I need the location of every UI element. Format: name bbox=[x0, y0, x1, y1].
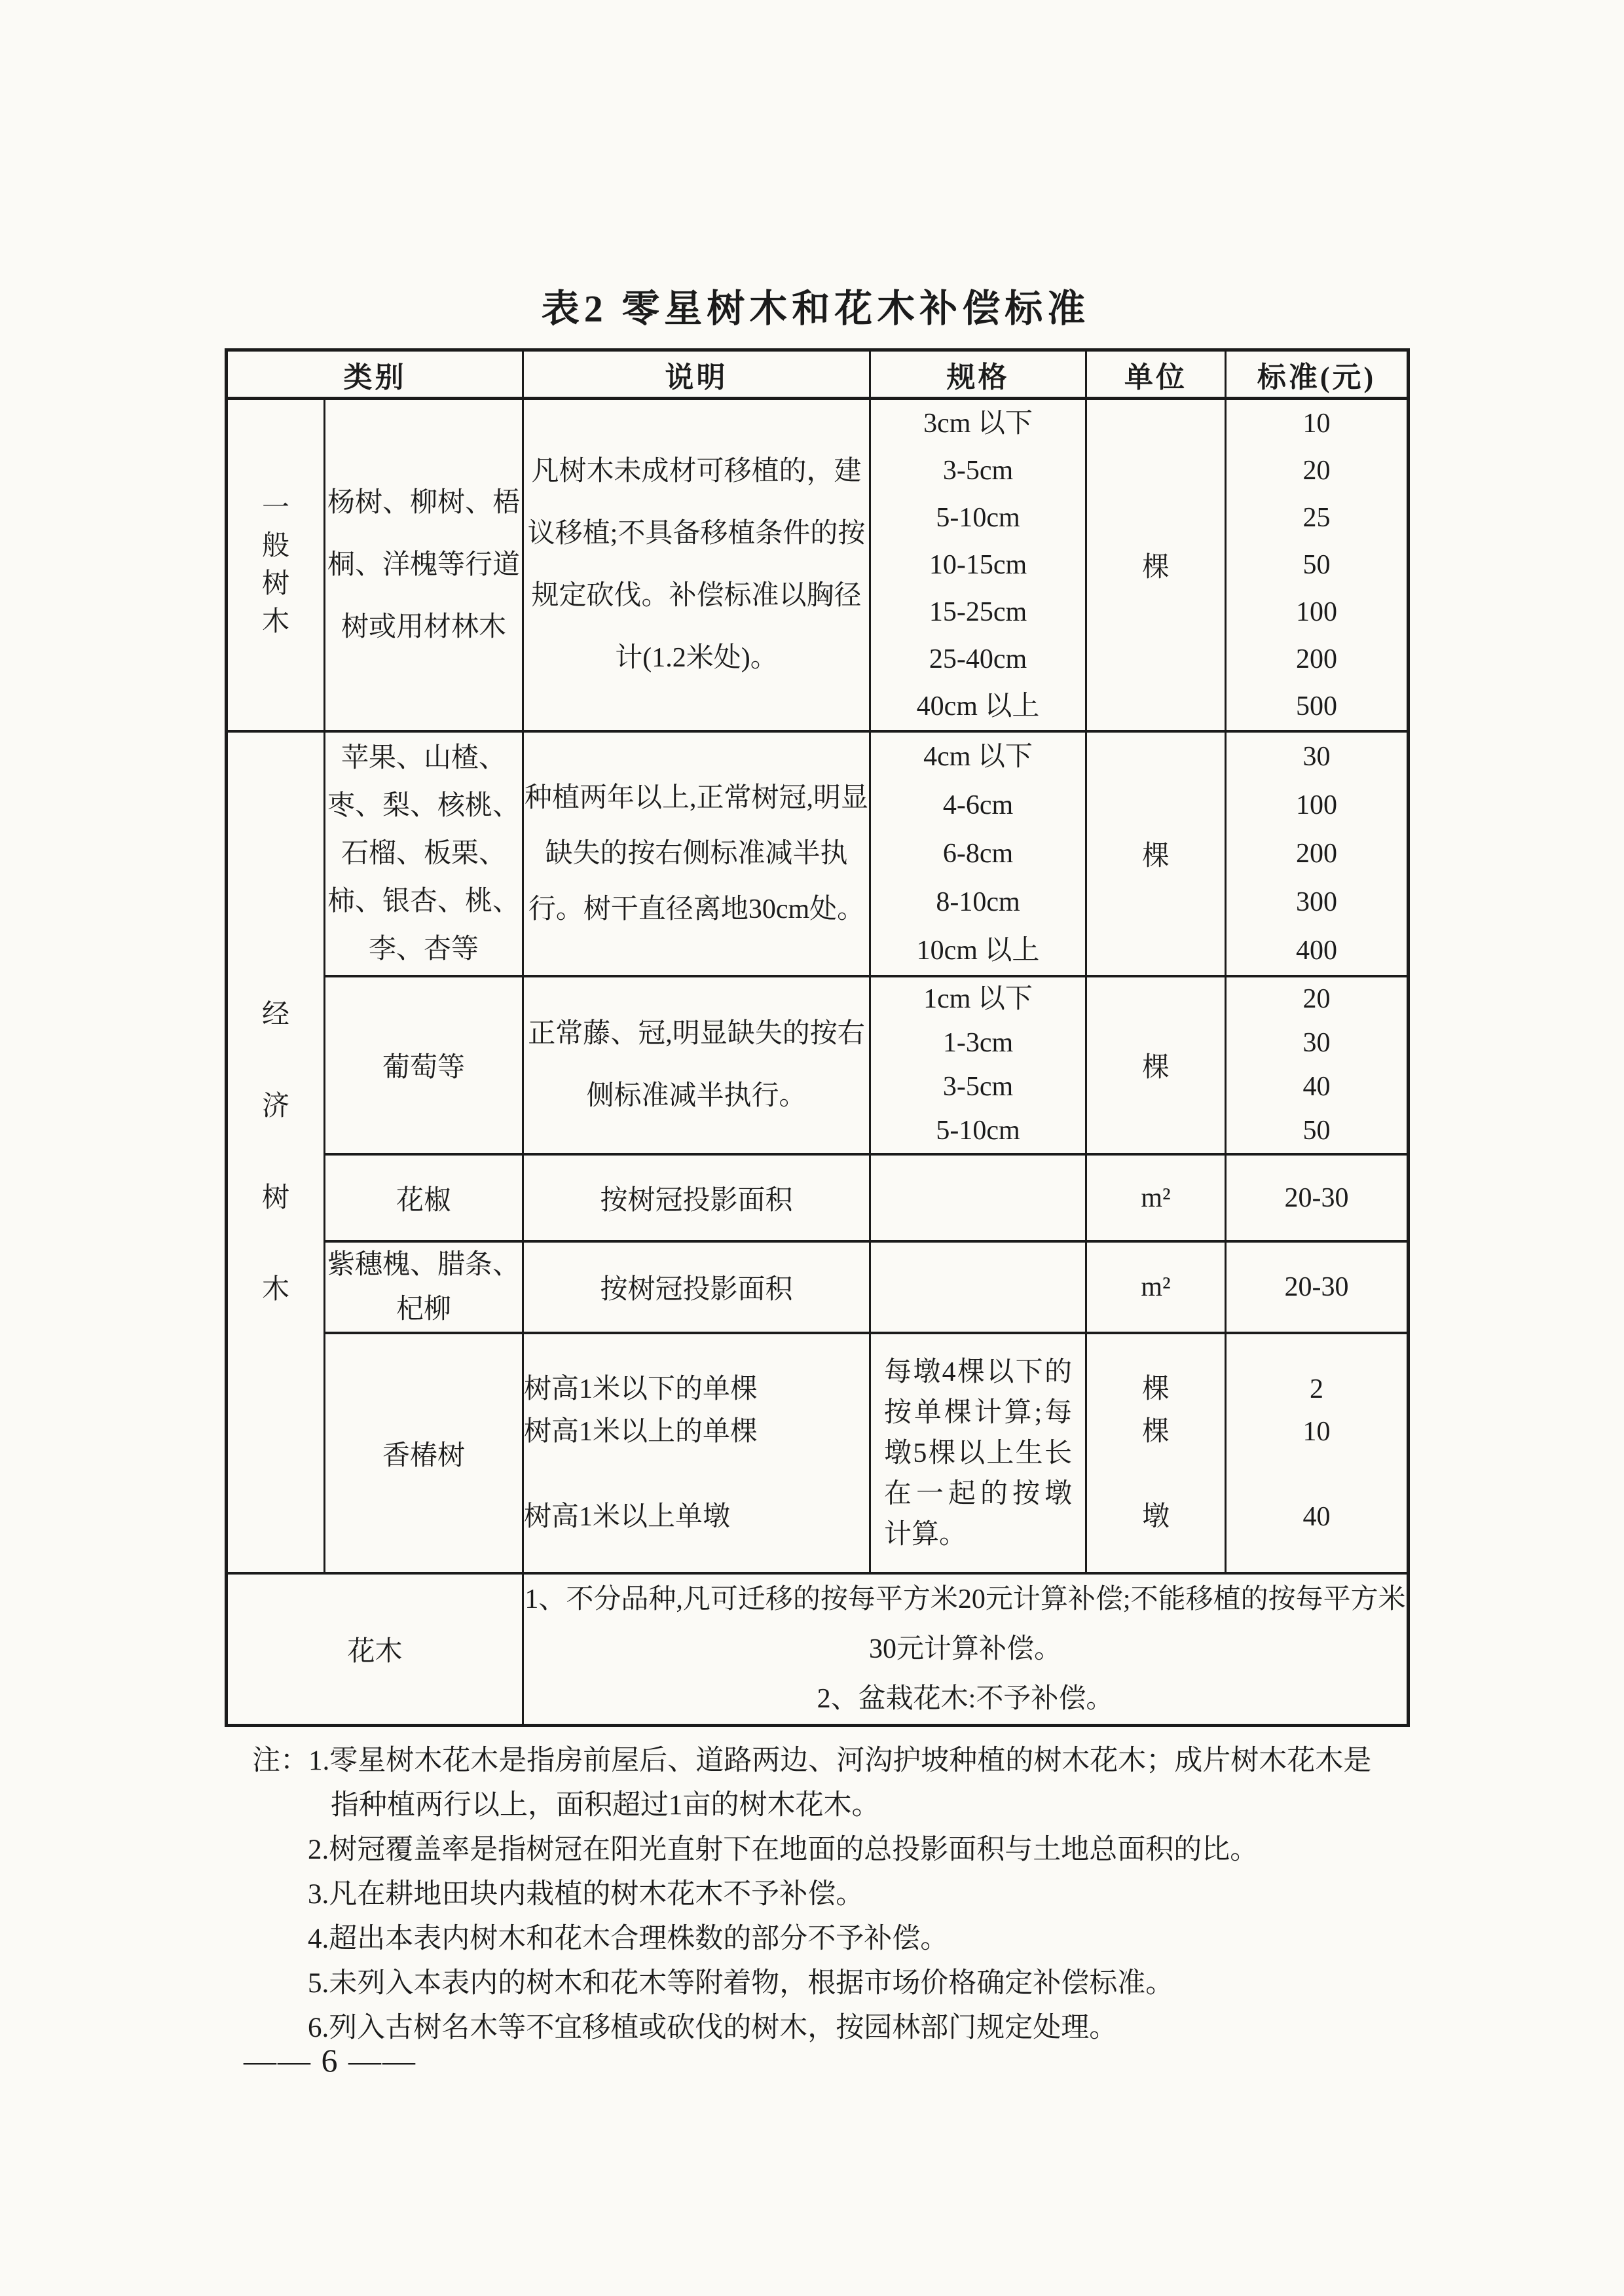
document-title: 表2 零星树木和花木补偿标准 bbox=[541, 287, 1090, 330]
unit-general-trees: 棵 bbox=[1086, 399, 1226, 732]
notes-section bbox=[252, 1739, 1392, 2050]
spec-line: 3cm 以下 bbox=[923, 409, 1033, 439]
standards-fruit-trees bbox=[1226, 731, 1409, 976]
spec-line: 10-15cm bbox=[929, 550, 1027, 580]
unit-shrub-willow: m² bbox=[1086, 1241, 1226, 1333]
page-number: —— 6 —— bbox=[244, 2042, 416, 2079]
row-grapes bbox=[227, 976, 1409, 1154]
standard-value: 50 bbox=[1302, 1116, 1331, 1146]
standard-value: 2 bbox=[1310, 1374, 1323, 1404]
unit-value: 墩 bbox=[1141, 1501, 1170, 1532]
flowers-rule-1: 1、不分品种,凡可迁移的按每平方米20元计算补偿;不能移植的按每平方米30元计算补偿。 bbox=[525, 1584, 1406, 1664]
description-flowers bbox=[523, 1573, 1409, 1726]
note-item-5: 5.未列入本表内的树木和花木等附着物，根据市场价格确定补偿标准。 bbox=[308, 1968, 1174, 1999]
note-item-2: 2.树冠覆盖率是指树冠在阳光直射下在地面的总投影面积与土地总面积的比。 bbox=[308, 1834, 1259, 1865]
units-toona-tree bbox=[1086, 1333, 1226, 1573]
note-item-6: 6.列入古树名木等不宜移植或砍伐的树木，按园林部门规定处理。 bbox=[308, 2013, 1118, 2043]
note-item-3: 3.凡在耕地田块内栽植的树木花木不予补偿。 bbox=[308, 1879, 864, 1910]
specs-general-trees bbox=[870, 399, 1086, 732]
header-description: 说明 bbox=[523, 350, 870, 399]
spec-line: 15-25cm bbox=[929, 597, 1027, 627]
category-flowers: 花木 bbox=[227, 1573, 523, 1726]
spec-sichuan-pepper bbox=[870, 1154, 1086, 1241]
standard-value: 40 bbox=[1302, 1072, 1331, 1102]
standard-value: 400 bbox=[1296, 936, 1337, 966]
standard-value: 20 bbox=[1302, 456, 1331, 486]
header-standard: 标准(元) bbox=[1226, 350, 1409, 399]
compensation-table bbox=[225, 348, 1410, 1727]
description-line: 树高1米以下的单棵 bbox=[524, 1374, 758, 1404]
description-sichuan-pepper: 按树冠投影面积 bbox=[523, 1154, 870, 1241]
description-grapes: 正常藤、冠,明显缺失的按右侧标准减半执行。 bbox=[523, 976, 870, 1154]
subcategory-toona-tree: 香椿树 bbox=[325, 1333, 523, 1573]
spec-line: 1-3cm bbox=[942, 1028, 1014, 1058]
row-general-trees bbox=[227, 399, 1409, 732]
standard-shrub-willow: 20-30 bbox=[1226, 1241, 1409, 1333]
standard-value: 25 bbox=[1302, 503, 1331, 533]
category-general-trees-label: 一般树木 bbox=[261, 493, 289, 637]
row-sichuan-pepper bbox=[227, 1154, 1409, 1241]
description-general-trees: 凡树木未成材可移植的，建议移植;不具备移植条件的按规定砍伐。补偿标准以胸径计(1.2米处)。 bbox=[523, 399, 870, 732]
unit-grapes: 棵 bbox=[1086, 976, 1226, 1154]
header-spec: 规格 bbox=[870, 350, 1086, 399]
spec-line: 3-5cm bbox=[942, 456, 1014, 486]
standard-value: 40 bbox=[1302, 1501, 1331, 1532]
spec-line: 6-8cm bbox=[942, 839, 1014, 869]
standard-value: 20 bbox=[1302, 984, 1331, 1014]
header-category: 类别 bbox=[227, 350, 523, 399]
description-toona-tree bbox=[523, 1333, 870, 1573]
subcategory-fruit-trees: 苹果、山楂、枣、梨、核桃、石榴、板栗、柿、银杏、桃、李、杏等 bbox=[325, 731, 523, 976]
standard-value: 30 bbox=[1302, 742, 1331, 772]
spec-line: 5-10cm bbox=[936, 503, 1020, 533]
standard-sichuan-pepper: 20-30 bbox=[1226, 1154, 1409, 1241]
row-toona-tree bbox=[227, 1333, 1409, 1573]
header-unit: 单位 bbox=[1086, 350, 1226, 399]
unit-value: 棵 bbox=[1141, 1374, 1170, 1404]
category-economic-trees bbox=[227, 731, 325, 1573]
description-shrub-willow: 按树冠投影面积 bbox=[523, 1241, 870, 1333]
unit-sichuan-pepper: m² bbox=[1086, 1154, 1226, 1241]
flowers-rule-2: 2、盆栽花木:不予补偿。 bbox=[817, 1684, 1114, 1714]
standards-grapes bbox=[1226, 976, 1409, 1154]
row-fruit-trees bbox=[227, 731, 1409, 976]
standard-value: 50 bbox=[1302, 550, 1331, 580]
standard-value: 10 bbox=[1302, 1416, 1331, 1447]
spec-line: 10cm 以上 bbox=[916, 936, 1040, 966]
standard-value: 10 bbox=[1302, 409, 1331, 439]
note-item-1: 注：1.零星树木花木是指房前屋后、道路两边、河沟护坡种植的树木花木；成片树木花木是指种植两行以上，面积超过1亩的树木花木。 bbox=[252, 1745, 1372, 1821]
specs-fruit-trees bbox=[870, 731, 1086, 976]
unit-fruit-trees: 棵 bbox=[1086, 731, 1226, 976]
spec-line: 5-10cm bbox=[936, 1116, 1020, 1146]
spec-line: 3-5cm bbox=[942, 1072, 1014, 1102]
row-shrub-willow bbox=[227, 1241, 1409, 1333]
subcategory-shrub-willow: 紫穗槐、腊条、杞柳 bbox=[325, 1241, 523, 1333]
standards-general-trees bbox=[1226, 399, 1409, 732]
table-header-row bbox=[227, 350, 1409, 399]
note-item-4: 4.超出本表内树木和花木合理株数的部分不予补偿。 bbox=[308, 1923, 949, 1954]
standards-toona-tree bbox=[1226, 1333, 1409, 1573]
description-line: 树高1米以上的单棵 bbox=[524, 1416, 758, 1447]
unit-value: 棵 bbox=[1141, 1416, 1170, 1447]
standard-value: 30 bbox=[1302, 1028, 1331, 1058]
subcategory-grapes: 葡萄等 bbox=[325, 976, 523, 1154]
description-fruit-trees: 种植两年以上,正常树冠,明显缺失的按右侧标准减半执行。树干直径离地30cm处。 bbox=[523, 731, 870, 976]
spec-line: 8-10cm bbox=[936, 887, 1020, 917]
standard-value: 100 bbox=[1296, 790, 1337, 820]
standard-value: 500 bbox=[1296, 691, 1337, 721]
description-line: 树高1米以上单墩 bbox=[524, 1501, 731, 1532]
row-flowers bbox=[227, 1573, 1409, 1726]
notes-label: 注： bbox=[252, 1745, 308, 1776]
subcategory-sichuan-pepper: 花椒 bbox=[325, 1154, 523, 1241]
spec-shrub-willow bbox=[870, 1241, 1086, 1333]
spec-line: 25-40cm bbox=[929, 644, 1027, 674]
standard-value: 300 bbox=[1296, 887, 1337, 917]
standard-value: 100 bbox=[1296, 597, 1337, 627]
spec-line: 1cm 以下 bbox=[923, 984, 1033, 1014]
spec-line: 40cm 以上 bbox=[916, 691, 1040, 721]
standard-value: 200 bbox=[1296, 644, 1337, 674]
spec-line: 4-6cm bbox=[942, 790, 1014, 820]
spec-line: 4cm 以下 bbox=[923, 742, 1033, 772]
standard-value: 200 bbox=[1296, 839, 1337, 869]
category-general-trees bbox=[227, 399, 325, 732]
specs-grapes bbox=[870, 976, 1086, 1154]
subcategory-general-trees: 杨树、柳树、梧桐、洋槐等行道树或用材林木 bbox=[325, 399, 523, 732]
spec-toona-tree: 每墩4棵以下的按单棵计算;每墩5棵以上生长在一起的按墩计算。 bbox=[870, 1333, 1086, 1573]
category-economic-trees-label: 经济树木 bbox=[261, 1000, 289, 1305]
